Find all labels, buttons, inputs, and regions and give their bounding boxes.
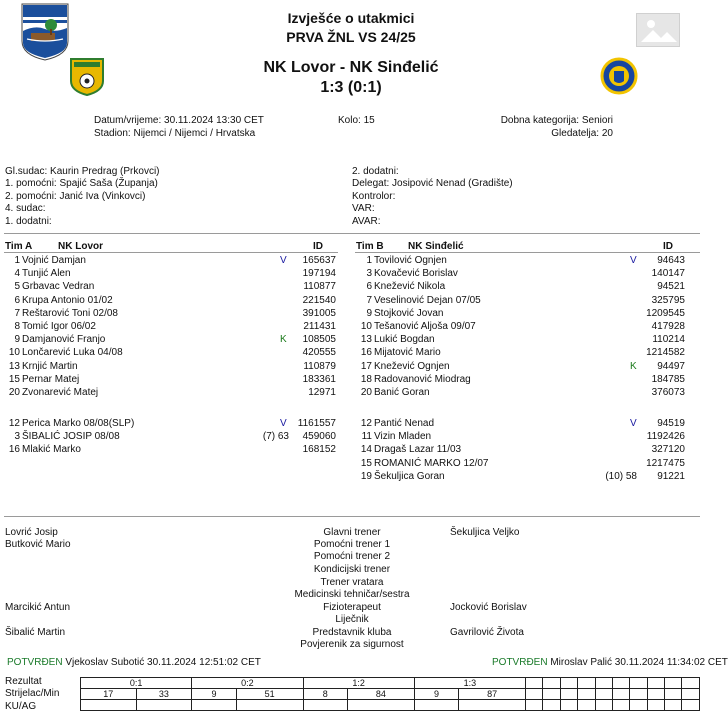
- empty-cell: [612, 678, 629, 689]
- role-assistant-1: Pomoćni trener 1: [313, 539, 391, 550]
- player-id: 376073: [651, 387, 685, 398]
- empty-cell: [665, 678, 682, 689]
- player-name: Mijatović Mario: [374, 347, 441, 359]
- player-number: 12: [360, 418, 372, 429]
- away-team-badge-icon: [600, 56, 638, 96]
- player-number: 1: [366, 255, 372, 266]
- player-id: 165637: [302, 255, 336, 266]
- official-line: 2. dodatni:: [352, 166, 399, 177]
- scorer-minute: 51: [236, 689, 303, 700]
- player-id: 1217475: [646, 457, 685, 469]
- match-teams: NK Lovor - NK Sinđelić: [263, 59, 439, 76]
- scorer-minute: 33: [136, 689, 192, 700]
- player-row: [352, 386, 700, 399]
- player-name: Lončarević Luka 04/08: [22, 347, 123, 359]
- player-id: 183361: [302, 373, 336, 385]
- player-name: Perica Marko 08/08(SLP): [22, 418, 135, 429]
- empty-cell: [595, 678, 612, 689]
- scorer-number: 17: [81, 689, 137, 700]
- player-number: 7: [14, 307, 20, 319]
- official-line: 1. dodatni:: [5, 216, 52, 227]
- home-team-badge-icon: [69, 57, 105, 97]
- empty-cell: [612, 689, 629, 700]
- player-number: 18: [360, 373, 372, 385]
- player-role-flag: V: [630, 418, 637, 429]
- scorer-number: 9: [192, 689, 237, 700]
- scorer-number: 9: [414, 689, 459, 700]
- player-row: [352, 346, 700, 359]
- home-confirmation: [7, 656, 261, 669]
- empty-cell: [192, 700, 237, 711]
- team-a-name: NK Lovor: [58, 241, 103, 252]
- player-role-flag: K: [280, 334, 287, 346]
- role-security: Povjerenik za sigurnost: [300, 639, 404, 650]
- empty-cell: [578, 689, 595, 700]
- home-head-coach: Lovrić Josip: [5, 527, 58, 538]
- player-row: [352, 457, 700, 470]
- player-id: 417928: [651, 321, 685, 332]
- player-id: 327120: [651, 444, 685, 456]
- empty-cell: [665, 689, 682, 700]
- confirmation-text: Miroslav Palić 30.11.2024 11:34:02 CET: [550, 657, 728, 668]
- player-number: 15: [360, 457, 372, 469]
- score-cell: 1:3: [414, 678, 525, 689]
- player-number: 8: [14, 321, 20, 332]
- player-row: [0, 333, 340, 346]
- player-row: [352, 373, 700, 386]
- team-b-name: NK Sinđelić: [408, 241, 464, 252]
- player-number: 19: [360, 470, 372, 482]
- player-row: [352, 360, 700, 373]
- score-cell: 0:2: [192, 678, 303, 689]
- player-id: 94521: [657, 281, 685, 293]
- empty-cell: [595, 700, 612, 711]
- player-row: [0, 373, 340, 386]
- player-id: 94497: [657, 360, 685, 372]
- role-doctor: Liječnik: [335, 614, 369, 625]
- empty-cell: [236, 700, 303, 711]
- scorer-minute: 87: [459, 689, 526, 700]
- empty-cell: [647, 700, 664, 711]
- player-row: [352, 267, 700, 280]
- player-id: 1209545: [646, 307, 685, 319]
- home-club-rep: Šibalić Martin: [5, 627, 66, 638]
- player-number: 20: [360, 387, 372, 398]
- player-name: Dragaš Lazar 11/03: [374, 444, 462, 456]
- player-number: 9: [14, 334, 20, 346]
- player-row: [0, 417, 340, 430]
- player-row: [352, 333, 700, 346]
- player-id: 168152: [302, 444, 336, 456]
- player-name: Radovanović Miodrag: [374, 373, 471, 385]
- player-row: [352, 320, 700, 333]
- empty-cell: [543, 700, 560, 711]
- player-name: Stojković Jovan: [374, 307, 444, 319]
- score-cell: 0:1: [81, 678, 192, 689]
- player-number: 13: [8, 360, 20, 372]
- player-number: 13: [360, 334, 372, 346]
- player-id: 420555: [302, 347, 336, 359]
- player-number: 4: [14, 268, 20, 280]
- player-row: [352, 294, 700, 307]
- official-line: AVAR:: [352, 216, 381, 227]
- player-role-flag: V: [280, 418, 287, 429]
- player-name: Pantić Nenad: [374, 418, 435, 429]
- empty-cell: [348, 700, 415, 711]
- player-id: 197194: [302, 268, 336, 280]
- player-number: 20: [8, 387, 20, 398]
- spectators: Gledatelja: 20: [551, 128, 613, 139]
- team-b-label: Tim B: [356, 241, 384, 252]
- results-grid: [80, 677, 700, 711]
- player-id: 325795: [651, 294, 685, 306]
- player-row: [0, 443, 340, 456]
- scorer-label: Strijelac/Min: [5, 688, 60, 699]
- player-row: [0, 267, 340, 280]
- empty-cell: [665, 700, 682, 711]
- official-line: Delegat: Josipović Nenad (Gradište): [352, 178, 513, 189]
- empty-cell: [560, 689, 577, 700]
- player-name: Banić Goran: [374, 387, 430, 398]
- player-number: 15: [8, 373, 20, 385]
- role-club-rep: Predstavnik kluba: [312, 627, 392, 638]
- player-row: [352, 430, 700, 443]
- player-name: Kovačević Borislav: [374, 268, 458, 280]
- player-name: Tunjić Alen: [22, 268, 71, 280]
- ku-ag-label: KU/AG: [5, 701, 37, 712]
- empty-cell: [647, 678, 664, 689]
- match-round: Kolo: 15: [338, 115, 375, 126]
- role-medical-tech: Medicinski tehničar/sestra: [294, 589, 410, 600]
- confirmed-status: POTVRĐEN: [492, 657, 548, 668]
- empty-cell: [136, 700, 192, 711]
- substitution-info: (7) 63: [262, 431, 289, 443]
- report-title: Izvješće o utakmici: [287, 10, 415, 26]
- player-id: 110879: [303, 360, 336, 372]
- empty-cell: [543, 678, 560, 689]
- player-row: [0, 360, 340, 373]
- player-name: Reštarović Toni 02/08: [22, 307, 118, 319]
- official-line: Gl.sudac: Kaurin Predrag (Prkovci): [5, 166, 160, 177]
- player-id: 91221: [657, 470, 685, 482]
- player-id: 391005: [302, 307, 336, 319]
- player-id: 459060: [302, 431, 336, 443]
- result-label: Rezultat: [5, 676, 42, 687]
- player-row: [0, 254, 340, 267]
- player-row: [0, 294, 340, 307]
- empty-cell: [682, 700, 700, 711]
- player-row: [0, 346, 340, 359]
- player-name: Pernar Matej: [22, 373, 80, 385]
- player-number: 11: [361, 431, 372, 443]
- player-name: Veselinović Dejan 07/05: [374, 294, 481, 306]
- player-name: Zvonarević Matej: [22, 387, 99, 398]
- player-role-flag: V: [630, 255, 637, 266]
- player-role-flag: V: [280, 255, 287, 266]
- empty-cell: [682, 689, 700, 700]
- player-id: 94643: [657, 255, 685, 266]
- player-row: [0, 320, 340, 333]
- empty-cell: [630, 678, 647, 689]
- role-fitness-coach: Kondicijski trener: [313, 564, 391, 575]
- player-name: Damjanović Franjo: [22, 334, 106, 346]
- empty-cell: [560, 678, 577, 689]
- player-id: 1192426: [646, 431, 685, 443]
- scorer-number: 8: [303, 689, 348, 700]
- player-row: [352, 280, 700, 293]
- player-name: ROMANIĆ MARKO 12/07: [374, 457, 489, 469]
- confirmation-text: Vjekoslav Subotić 30.11.2024 12:51:02 CET: [65, 657, 261, 668]
- player-row: [352, 307, 700, 320]
- player-name: Vizin Mladen: [374, 431, 432, 443]
- player-id: 110214: [652, 334, 685, 346]
- player-name: Šekuljica Goran: [374, 470, 445, 482]
- official-line: 4. sudac:: [5, 203, 46, 214]
- empty-cell: [578, 700, 595, 711]
- player-number: 14: [360, 444, 372, 456]
- divider: [4, 516, 700, 517]
- player-number: 3: [14, 431, 20, 443]
- player-number: 6: [366, 281, 372, 293]
- player-number: 17: [360, 360, 372, 372]
- player-row: [0, 386, 340, 399]
- empty-cell: [647, 689, 664, 700]
- empty-cell: [414, 700, 459, 711]
- player-number: 12: [8, 418, 20, 429]
- official-line: 1. pomoćni: Spajić Saša (Županja): [5, 178, 158, 189]
- team-a-label: Tim A: [5, 241, 33, 252]
- player-name: Knežević Ognjen: [374, 360, 450, 372]
- player-name: Mlakić Marko: [22, 444, 81, 456]
- player-role-flag: K: [630, 360, 637, 372]
- role-head-coach: Glavni trener: [323, 527, 381, 538]
- age-category: Dobna kategorija: Seniori: [500, 115, 613, 126]
- player-name: Tomić Igor 06/02: [22, 321, 96, 332]
- player-id: 1214582: [646, 347, 685, 359]
- player-row: [0, 280, 340, 293]
- player-name: ŠIBALIĆ JOSIP 08/08: [22, 431, 120, 443]
- player-id: 94519: [657, 418, 685, 429]
- player-id: 12971: [308, 387, 336, 398]
- player-row: [352, 443, 700, 456]
- match-stadium: Stadion: Nijemci / Nijemci / Hrvatska: [94, 128, 256, 139]
- away-head-coach: Šekuljica Veljko: [450, 527, 520, 538]
- player-name: Tešanović Aljoša 09/07: [374, 321, 476, 332]
- home-assistant-coach: Butković Mario: [5, 539, 71, 550]
- player-id: 140147: [651, 268, 685, 280]
- county-crest-icon: [21, 3, 69, 61]
- player-row: [352, 254, 700, 267]
- player-id: 184785: [651, 373, 685, 385]
- divider: [4, 252, 338, 253]
- player-number: 10: [8, 347, 20, 359]
- empty-cell: [630, 689, 647, 700]
- scorer-minute: 84: [348, 689, 415, 700]
- home-physio: Marcikić Antun: [5, 602, 71, 613]
- match-score: 1:3 (0:1): [320, 79, 382, 96]
- team-b-id-header: ID: [663, 241, 673, 252]
- player-row: [352, 417, 700, 430]
- official-line: Kontrolor:: [352, 191, 396, 202]
- empty-cell: [526, 689, 543, 700]
- empty-cell: [595, 689, 612, 700]
- player-id: 108505: [302, 334, 336, 346]
- player-id: 211431: [303, 321, 336, 332]
- player-number: 5: [14, 281, 20, 293]
- player-id: 1161557: [297, 418, 336, 429]
- player-name: Krnjić Martin: [22, 360, 78, 372]
- empty-cell: [612, 700, 629, 711]
- official-line: VAR:: [352, 203, 375, 214]
- substitution-info: (10) 58: [605, 470, 637, 482]
- role-physio: Fizioterapeut: [323, 602, 381, 613]
- divider: [355, 252, 700, 253]
- empty-cell: [526, 678, 543, 689]
- match-datetime: Datum/vrijeme: 30.11.2024 13:30 CET: [94, 115, 264, 126]
- empty-cell: [459, 700, 526, 711]
- image-placeholder-icon: [636, 13, 680, 47]
- role-gk-coach: Trener vratara: [320, 577, 384, 588]
- empty-cell: [630, 700, 647, 711]
- away-confirmation: [492, 656, 728, 669]
- away-physio: Jocković Borislav: [450, 602, 527, 613]
- player-name: Lukić Bogdan: [374, 334, 435, 346]
- player-number: 16: [8, 444, 20, 456]
- confirmed-status: POTVRĐEN: [7, 657, 63, 668]
- role-assistant-2: Pomoćni trener 2: [313, 551, 391, 562]
- empty-cell: [81, 700, 137, 711]
- score-cell: 1:2: [303, 678, 414, 689]
- empty-cell: [543, 689, 560, 700]
- player-row: [0, 307, 340, 320]
- empty-cell: [526, 700, 543, 711]
- player-name: Knežević Nikola: [374, 281, 446, 293]
- official-line: 2. pomoćni: Janić Iva (Vinkovci): [5, 191, 146, 202]
- competition-name: PRVA ŽNL VS 24/25: [286, 29, 416, 45]
- player-row: [352, 470, 700, 483]
- player-name: Grbavac Vedran: [22, 281, 95, 293]
- player-name: Vojnić Damjan: [22, 255, 86, 266]
- empty-cell: [682, 678, 700, 689]
- player-name: Tovilović Ognjen: [374, 255, 447, 266]
- player-number: 3: [366, 268, 372, 280]
- player-number: 6: [14, 294, 20, 306]
- player-number: 7: [366, 294, 372, 306]
- away-club-rep: Gavrilović Života: [450, 627, 524, 638]
- player-id: 110877: [303, 281, 336, 293]
- player-number: 9: [366, 307, 372, 319]
- empty-cell: [560, 700, 577, 711]
- player-number: 10: [360, 321, 372, 332]
- player-number: 16: [360, 347, 372, 359]
- player-row: [0, 430, 340, 443]
- player-name: Krupa Antonio 01/02: [22, 294, 113, 306]
- empty-cell: [578, 678, 595, 689]
- player-number: 1: [14, 255, 20, 266]
- divider: [4, 233, 700, 234]
- player-id: 221540: [302, 294, 336, 306]
- team-a-id-header: ID: [313, 241, 323, 252]
- empty-cell: [303, 700, 348, 711]
